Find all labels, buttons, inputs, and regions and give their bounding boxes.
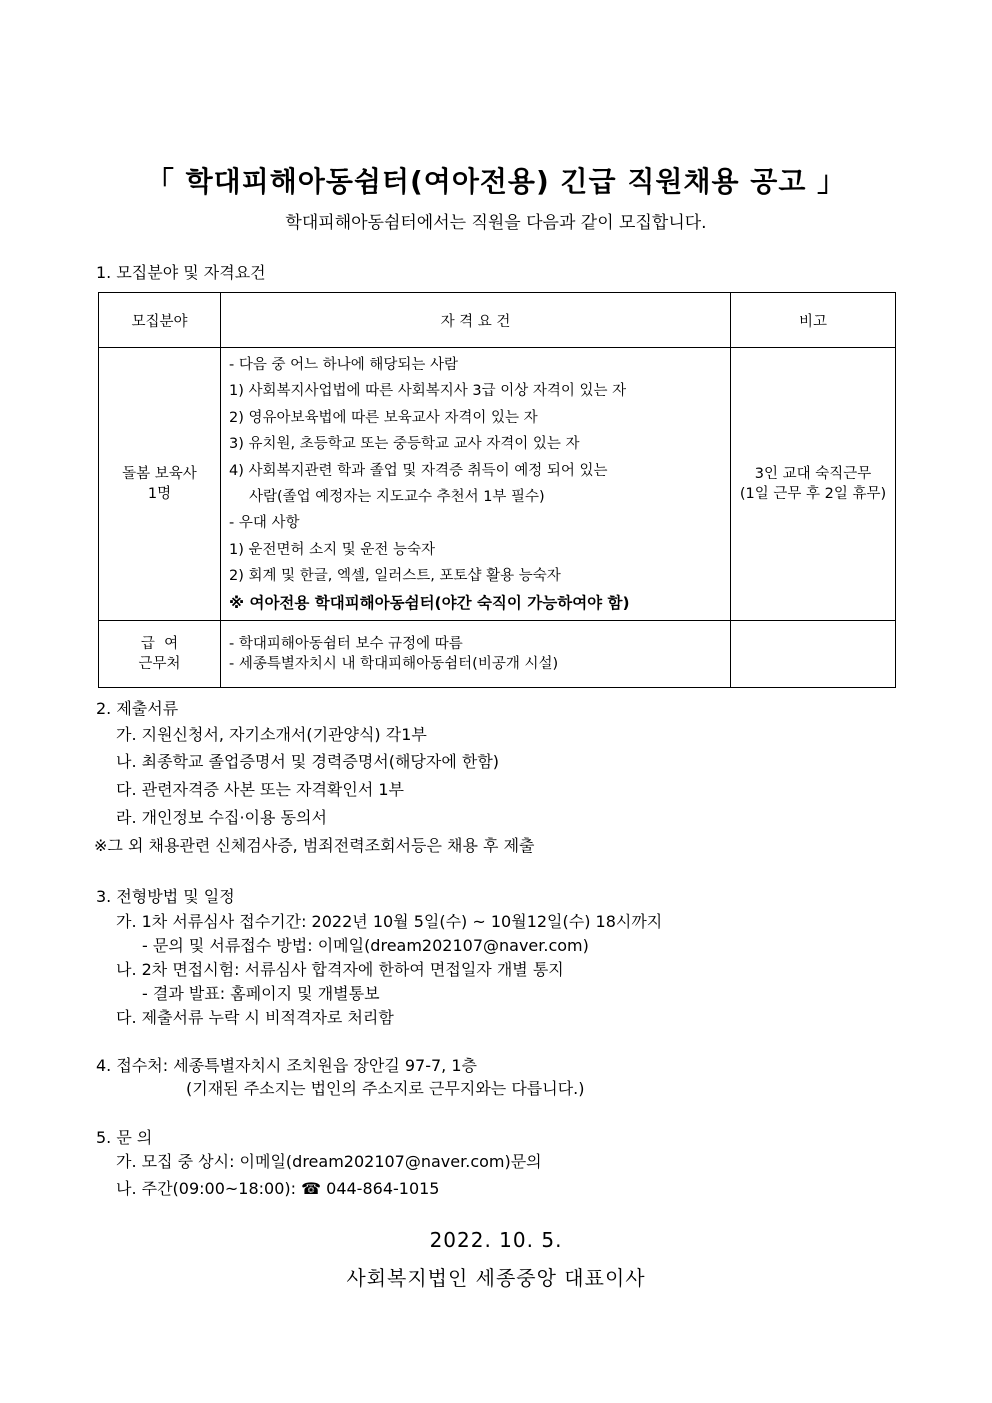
table-row-pay — [99, 621, 896, 688]
header-field: 모집분야 — [99, 293, 221, 348]
note-cell — [731, 348, 896, 621]
document-item: 라. 개인정보 수집·이용 동의서 — [116, 808, 327, 827]
empty-note-cell — [731, 621, 896, 688]
requirement-item: 2) 영유아보육법에 따른 보육교사 자격이 있는 자 — [229, 409, 538, 426]
field-workplace: 근무처 — [138, 656, 181, 673]
note-shift: 3인 교대 숙직근무 — [754, 466, 872, 483]
requirement-notice: ※ 여아전용 학대피해아동쉼터(야간 숙직이 가능하여야 함) — [229, 593, 630, 612]
requirement-item: 사람(졸업 예정자는 지도교수 추천서 1부 필수) — [249, 489, 545, 506]
requirements-table — [98, 292, 896, 688]
contact-item-a: 가. 모집 중 상시: 이메일(dream202107@naver.com)문의 — [116, 1152, 542, 1171]
field-cell — [99, 621, 221, 688]
pay-item: - 학대피해아동쉼터 보수 규정에 따름 — [229, 636, 463, 653]
address-note: (기재된 주소지는 법인의 주소지로 근무지와는 다릅니다.) — [186, 1079, 585, 1098]
section3-heading: 3. 전형방법 및 일정 — [96, 887, 235, 906]
schedule-item-b: 나. 2차 면접시험: 서류심사 합격자에 한하여 면접일자 개별 통지 — [116, 960, 564, 979]
page-subtitle: 학대피해아동쉼터에서는 직원을 다음과 같이 모집합니다. — [285, 213, 707, 233]
document-item: 나. 최종학교 졸업증명서 및 경력증명서(해당자에 한함) — [116, 752, 500, 771]
header-note: 비고 — [731, 293, 896, 348]
document-note: ※그 외 채용관련 신체검사증, 범죄전력조회서등은 채용 후 제출 — [94, 836, 535, 855]
section4-heading: 4. 접수처: 세종특별자치시 조치원읍 장안길 97-7, 1층 — [96, 1056, 477, 1075]
table-header-row — [99, 293, 896, 348]
page-title: 「 학대피해아동쉼터(여아전용) 긴급 직원채용 공고 」 — [145, 165, 847, 198]
schedule-item-c: 다. 제출서류 누락 시 비적격자로 처리함 — [116, 1008, 394, 1027]
requirement-item: 1) 사회복지사업법에 따른 사회복지사 3급 이상 자격이 있는 자 — [229, 383, 627, 400]
field-name: 돌봄 보육사 — [122, 466, 197, 483]
field-count: 1명 — [147, 486, 172, 503]
section1-heading: 1. 모집분야 및 자격요건 — [96, 263, 266, 282]
organization-signature: 사회복지법인 세종중앙 대표이사 — [346, 1266, 646, 1290]
document-item: 다. 관련자격증 사본 또는 자격확인서 1부 — [116, 780, 404, 799]
section2-heading: 2. 제출서류 — [96, 699, 179, 718]
pay-cell — [221, 621, 731, 688]
notice-date: 2022. 10. 5. — [429, 1228, 563, 1252]
contact-item-b: 나. 주간(09:00~18:00): ☎ 044-864-1015 — [116, 1179, 440, 1198]
requirement-item: - 다음 중 어느 하나에 해당되는 사람 — [229, 357, 458, 373]
schedule-item-b-sub: - 결과 발표: 홈페이지 및 개별통보 — [142, 984, 380, 1003]
requirement-item: 4) 사회복지관련 학과 졸업 및 자격증 취득이 예정 되어 있는 — [229, 462, 608, 479]
section5-heading: 5. 문 의 — [96, 1128, 153, 1147]
table-row-caregiver — [99, 348, 896, 621]
pay-item: - 세종특별자치시 내 학대피해아동쉼터(비공개 시설) — [229, 656, 559, 673]
field-cell — [99, 348, 221, 621]
requirement-item: 2) 회계 및 한글, 엑셀, 일러스트, 포토샵 활용 능숙자 — [229, 568, 561, 585]
schedule-item-a: 가. 1차 서류심사 접수기간: 2022년 10월 5일(수) ~ 10월12일(수) 18시까지 — [116, 912, 663, 931]
requirement-item: - 우대 사항 — [229, 515, 300, 532]
requirement-item: 1) 운전면허 소지 및 운전 능숙자 — [229, 541, 436, 558]
requirement-item: 3) 유치원, 초등학교 또는 중등학교 교사 자격이 있는 자 — [229, 436, 580, 453]
note-schedule: (1일 근무 후 2일 휴무) — [739, 486, 887, 503]
document-item: 가. 지원신청서, 자기소개서(기관양식) 각1부 — [116, 725, 427, 744]
field-pay: 급 여 — [140, 636, 179, 653]
requirements-cell — [221, 348, 731, 621]
header-requirements: 자 격 요 건 — [221, 293, 731, 348]
schedule-item-a-sub: - 문의 및 서류접수 방법: 이메일(dream202107@naver.com) — [142, 936, 589, 955]
